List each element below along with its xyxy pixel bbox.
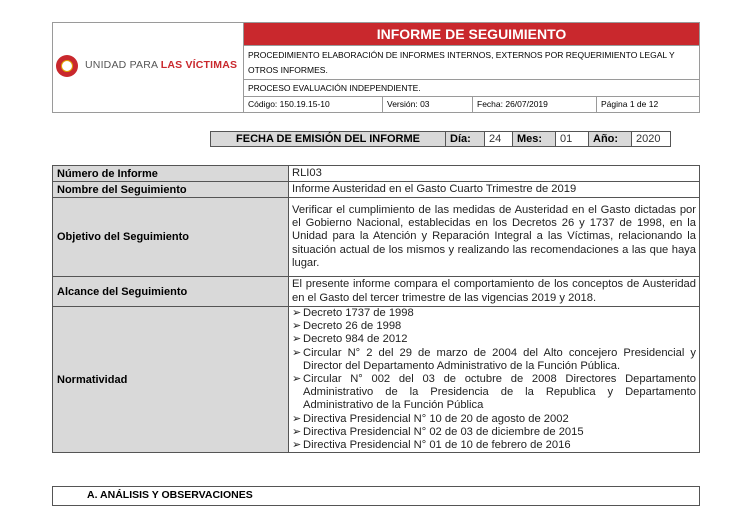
logo-emblem-icon bbox=[56, 55, 78, 77]
page-number: Página 1 de 12 bbox=[601, 99, 659, 109]
document-title: INFORME DE SEGUIMIENTO bbox=[244, 23, 699, 45]
list-item: ➢ Directiva Presidencial N° 02 de 03 de diciembre de 2015 bbox=[292, 425, 584, 438]
objective-label: Objetivo del Seguimiento bbox=[53, 198, 289, 277]
day-value: 24 bbox=[485, 132, 513, 147]
regulations-label: Normatividad bbox=[53, 307, 289, 453]
emission-date-table bbox=[210, 131, 671, 147]
logo-cell bbox=[53, 23, 244, 112]
month-label: Mes: bbox=[513, 132, 556, 147]
regulations-list bbox=[289, 307, 700, 453]
year-value: 2020 bbox=[632, 132, 671, 147]
report-number-label: Número de Informe bbox=[53, 166, 289, 182]
list-item: ➢ Directiva Presidencial N° 10 de 20 de agosto de 2002 bbox=[292, 412, 569, 425]
scope-value: El presente informe compara el comportamiento de los conceptos de Austeridad en el Gasto del tercer trimestre de las vigencias 2019 y 2018. bbox=[289, 277, 700, 307]
year-label: Año: bbox=[589, 132, 632, 147]
emission-date-label: FECHA DE EMISIÓN DEL INFORME bbox=[211, 132, 446, 147]
report-info-table bbox=[52, 165, 700, 453]
objective-value: Verificar el cumplimiento de las medidas de Austeridad en el Gasto dictadas por el Gobierno Nacional, establecidas en los Decretos 26 y 1737 de 1998, en la Unidad para la Atención y Reparación Integral a las Víctimas, relacionando la situación actual de los mismos y realizando las recomendaciones a las que haya lugar. bbox=[289, 198, 700, 277]
table-row bbox=[53, 182, 700, 198]
list-item: ➢ Directiva Presidencial N° 01 de 10 de febrero de 2016 bbox=[292, 439, 571, 452]
document-meta-row bbox=[244, 96, 699, 112]
procedure-name: PROCEDIMIENTO ELABORACIÓN DE INFORMES INTERNOS, EXTERNOS POR REQUERIMIENTO LEGAL Y OTROS INFORMES. bbox=[244, 45, 699, 79]
document-date: Fecha: 26/07/2019 bbox=[473, 97, 597, 112]
document-code: Código: 150.19.15-10 bbox=[244, 97, 383, 112]
table-row bbox=[53, 277, 700, 307]
bullet-arrow-icon: ➢ bbox=[292, 373, 302, 386]
table-row bbox=[53, 307, 700, 453]
section-a-heading: A. ANÁLISIS Y OBSERVACIONES bbox=[52, 486, 700, 506]
bullet-arrow-icon: ➢ bbox=[292, 425, 302, 438]
document-header bbox=[52, 22, 700, 113]
list-item: ➢ Circular N° 002 del 03 de octubre de 2008 Directores Departamento Administrativo de la Presidencia de la Republica y Departamento Administrativo de la Función Pública bbox=[292, 373, 696, 412]
report-name-label: Nombre del Seguimiento bbox=[53, 182, 289, 198]
scope-label: Alcance del Seguimiento bbox=[53, 277, 289, 307]
table-row bbox=[53, 198, 700, 277]
list-item: ➢ Circular N° 2 del 29 de marzo de 2004 del Alto concejero Presidencial y Director del Departamento Administrativo de la Función Pública. bbox=[292, 346, 696, 372]
bullet-arrow-icon: ➢ bbox=[292, 439, 302, 452]
list-item: ➢ Decreto 1737 de 1998 bbox=[292, 307, 414, 319]
day-label: Día: bbox=[446, 132, 485, 147]
bullet-arrow-icon: ➢ bbox=[292, 346, 302, 359]
logo-text: UNIDAD PARA LAS VÍCTIMAS bbox=[85, 59, 238, 71]
bullet-arrow-icon: ➢ bbox=[292, 333, 302, 346]
month-value: 01 bbox=[556, 132, 589, 147]
list-item: ➢ Decreto 984 de 2012 bbox=[292, 333, 408, 346]
bullet-arrow-icon: ➢ bbox=[292, 307, 302, 319]
report-number-value: RLI03 bbox=[289, 166, 700, 182]
bullet-arrow-icon: ➢ bbox=[292, 412, 302, 425]
list-item: ➢ Decreto 26 de 1998 bbox=[292, 320, 402, 333]
document-version: Versión: 03 bbox=[383, 97, 473, 112]
report-name-value: Informe Austeridad en el Gasto Cuarto Trimestre de 2019 bbox=[289, 182, 700, 198]
table-row bbox=[53, 166, 700, 182]
bullet-arrow-icon: ➢ bbox=[292, 320, 302, 333]
process-name: PROCESO EVALUACIÓN INDEPENDIENTE. bbox=[244, 79, 699, 96]
